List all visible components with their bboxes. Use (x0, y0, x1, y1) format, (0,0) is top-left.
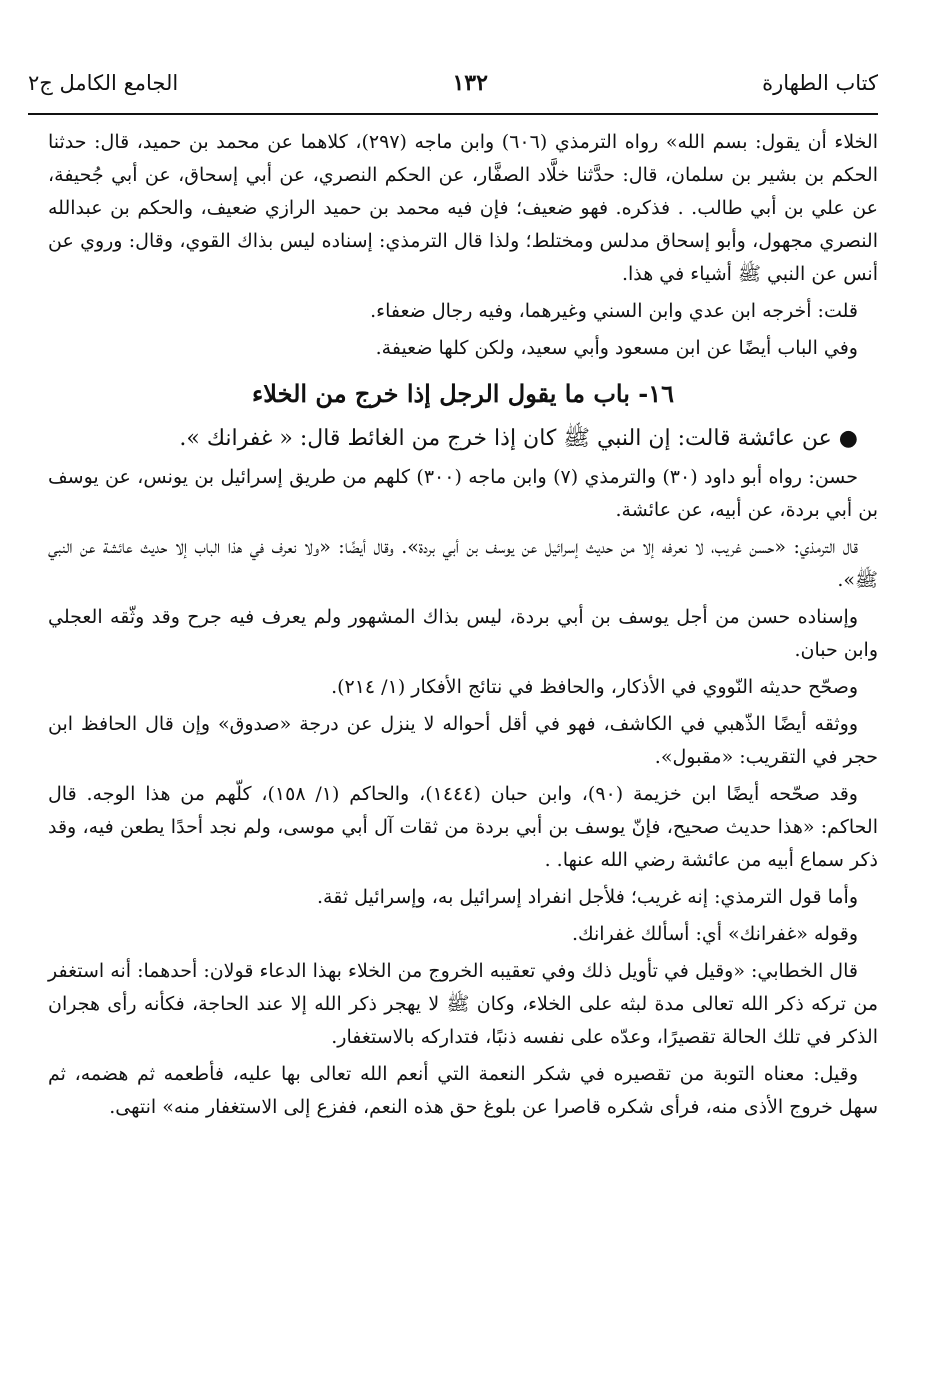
paragraph: حسن: رواه أبو داود (٣٠) والترمذي (٧) وابن ماجه (٣٠٠) كلهم من طريق إسرائيل بن يونس، عن يوسف بن أبي بردة، عن أبيه، عن عائشة. (48, 466, 878, 521)
running-header (28, 70, 878, 110)
section-heading: ١٦- باب ما يقول الرجل إذا خرج من الخلاء (251, 379, 675, 408)
paragraph: وقد صحّحه أيضًا ابن خزيمة (٩٠)، وابن حبان (١٤٤٤)، والحاكم (١/ ١٥٨)، كلّهم من هذا الوجه. قال الحاكم: «هذا حديث صحيح، فإنّ يوسف بن أبي بردة من ثقات آل أبي موسى، ولم نجد أحدًا يطعن فيه، وقد ذكر سماع أبيه من عائشة رضي الله عنها. . (48, 783, 878, 871)
page-number: ١٣٢ (452, 70, 488, 96)
paragraph: وإسناده حسن من أجل يوسف بن أبي بردة، ليس بذاك المشهور ولم يعرف فيه جرح وقد وثّقه العجلي وابن حبان. (48, 606, 878, 661)
page-body (48, 126, 878, 1128)
book-title: كتاب الطهارة (762, 71, 878, 95)
paragraph: قال الترمذي: «حسن غريب، لا نعرفه إلا من حديث إسرائيل عن يوسف بن أبي بردة». وقال أيضًا: «ولا نعرف في هذا الباب إلا حديث عائشة عن النبي ﷺ». (48, 536, 878, 591)
paragraph: ووثقه أيضًا الذّهبي في الكاشف، فهو في أقل أحواله لا ينزل عن درجة «صدوق» وإن قال الحافظ ابن حجر في التقريب: «مقبول». (48, 713, 878, 768)
paragraph: قال الخطابي: «وقيل في تأويل ذلك وفي تعقيبه الخروج من الخلاء بهذا الدعاء قولان: أحدهما: أنه استغفر من تركه ذكر الله تعالى مدة لبثه على الخلاء، وكان ﷺ لا يهجر ذكر الله إلا عند الحاجة، فكأنه رأى هجران الذكر في تلك الحالة تقصيرًا، وعدّه على نفسه ذنبًا، فتداركه بالاستغفار. (48, 960, 878, 1048)
header-rule (28, 113, 878, 115)
paragraph: وفي الباب أيضًا عن ابن مسعود وأبي سعيد، ولكن كلها ضعيفة. (375, 337, 858, 359)
paragraph: الخلاء أن يقول: بسم الله» رواه الترمذي (٦٠٦) وابن ماجه (٢٩٧)، كلاهما عن محمد بن حميد، قال: حدثنا الحكم بن بشير بن سلمان، قال: حدَّثنا خلَّاد الصفَّار، عن الحكم النصري، عن أبي إسحاق، عن أبي جُحيفة، عن علي بن أبي طالب. . فذكره. فهو ضعيف؛ فإن فيه محمد بن حميد الرازي ضعيف، والحكم بن عبدالله النصري مجهول، وأبو إسحاق مدلس ومختلط؛ ولذا قال الترمذي: إسناده ليس بذاك القوي، وقال: وروي عن أنس عن النبي ﷺ أشياء في هذا. (48, 131, 878, 285)
series-title: الجامع الكامل ج٢ (28, 71, 179, 95)
paragraph: وقوله «غفرانك» أي: أسألك غفرانك. (571, 923, 858, 945)
paragraph: وأما قول الترمذي: إنه غريب؛ فلأجل انفراد إسرائيل به، وإسرائيل ثقة. (317, 886, 858, 908)
paragraph: قلت: أخرجه ابن عدي وابن السني وغيرهما، وفيه رجال ضعفاء. (370, 300, 858, 322)
paragraph: وصحّح حديثه النّووي في الأذكار، والحافظ في نتائج الأفكار (١/ ٢١٤). (331, 676, 858, 698)
hadith-text: ● عن عائشة قالت: إن النبي ﷺ كان إذا خرج من الغائط قال: « غفرانك ». (179, 426, 858, 451)
paragraph: وقيل: معناه التوبة من تقصيره في شكر النعمة التي أنعم الله تعالى بها عليه، فأطعمه ثم هضمه، ثم سهل خروج الأذى منه، فرأى شكره قاصرا عن بلوغ حق هذه النعم، ففزع إلى الاستغفار منه» انتهى. (48, 1063, 878, 1118)
